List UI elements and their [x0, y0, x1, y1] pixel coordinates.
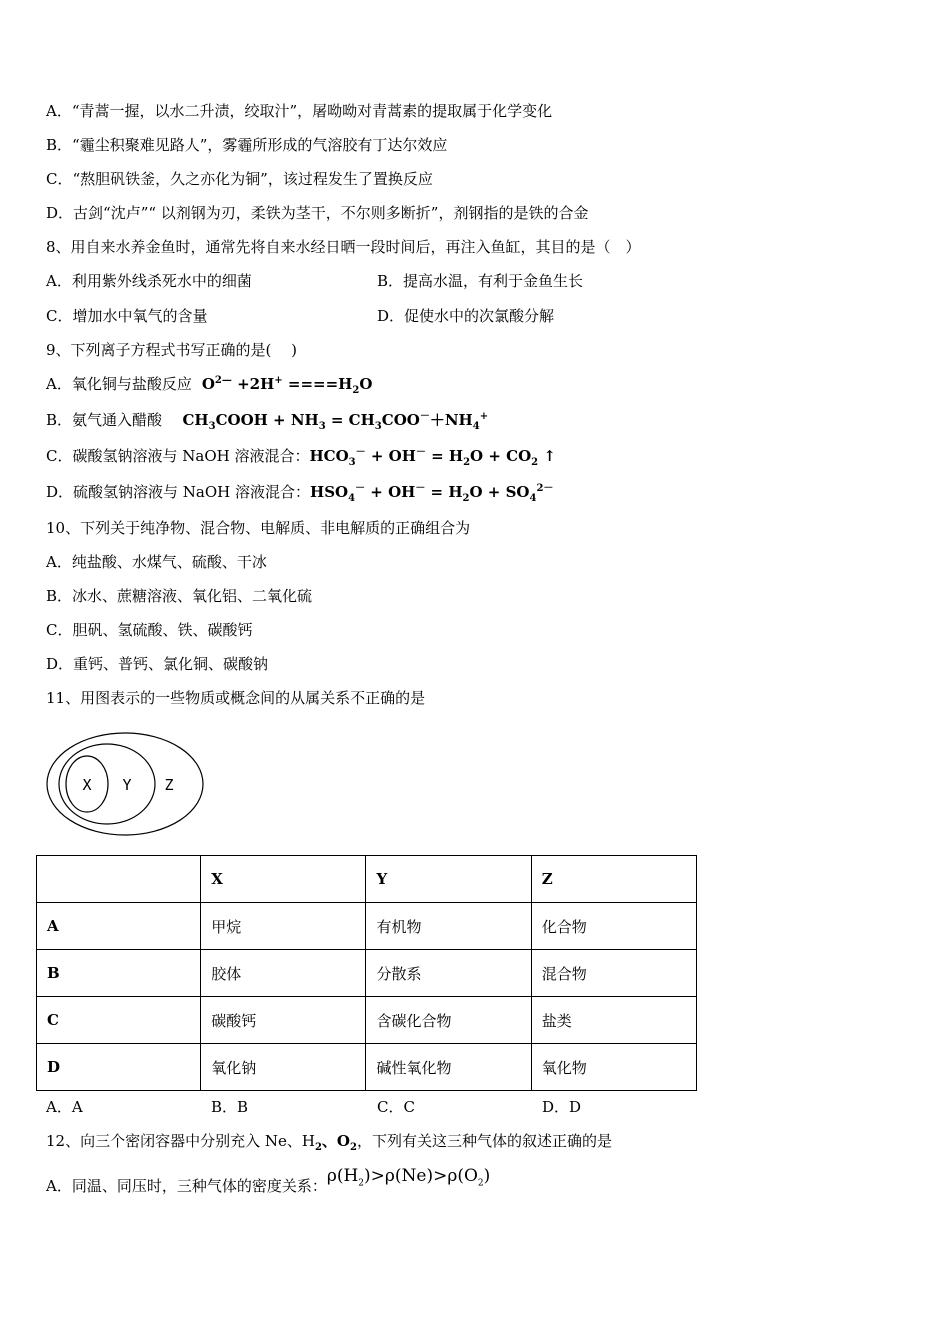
venn-label-z: Z	[164, 776, 174, 794]
q10-option-c: C．胆矾、氢硫酸、铁、碳酸钙	[46, 621, 253, 639]
q9-option-b-text: B．氨气通入醋酸	[46, 411, 163, 429]
q12-stem-suffix: ，下列有关这三种气体的叙述正确的是	[356, 1132, 612, 1150]
table-cell: 有机物	[366, 903, 531, 950]
q9-option-c-equation: $HCO_3^- + OH^- = H_2O + CO_2$ ↑	[309, 447, 556, 468]
table-header-cell: Y	[366, 856, 531, 903]
q9-option-d-equation: $HSO_4^- + OH^- = H_2O + SO_4^{2-}$	[310, 483, 554, 504]
table-row	[37, 1044, 697, 1091]
q9-option-c-text: C．碳酸氢钠溶液与 NaOH 溶液混合：	[46, 447, 310, 465]
q10-option-d: D．重钙、普钙、氯化铜、碳酸钠	[46, 655, 269, 673]
venn-label-x: X	[82, 776, 92, 794]
q11-option-c: C．C	[377, 1098, 415, 1116]
q11-stem: 11、用图表示的一些物质或概念间的从属关系不正确的是	[46, 689, 426, 707]
q7-option-a: A．“青蒿一握，以水二升渍，绞取汁”，屠呦呦对青蒿素的提取属于化学变化	[46, 102, 553, 120]
table-header-cell: X	[201, 856, 366, 903]
table-header-cell: Z	[531, 856, 696, 903]
table-cell: 甲烷	[201, 903, 366, 950]
q12-option-a-text: A．同温、同压时，三种气体的密度关系：	[46, 1177, 327, 1195]
q9-option-b	[46, 410, 488, 430]
q8-option-b: B．提高水温，有利于金鱼生长	[377, 272, 584, 290]
table-cell: 胶体	[201, 950, 366, 997]
q7-option-c: C．“熬胆矾铁釜，久之亦化为铜”，该过程发生了置换反应	[46, 170, 433, 188]
table-cell: 混合物	[531, 950, 696, 997]
table-row	[37, 903, 697, 950]
q11-option-b: B．B	[211, 1098, 249, 1116]
q9-option-b-equation: $CH_3COOH + NH_3 = CH_3COO^-+NH_4^+$	[166, 411, 489, 432]
q9-option-d	[46, 482, 553, 502]
table-cell: 分散系	[366, 950, 531, 997]
q10-option-a: A．纯盐酸、水煤气、硫酸、干冰	[46, 553, 267, 571]
table-cell: D	[37, 1044, 201, 1091]
q11-table	[36, 855, 697, 1091]
q12-density-relation: $\rho(H_2)>\rho(Ne)>\rho(O_2)$	[326, 1166, 491, 1189]
q7-option-d: D．古剑“沈卢”“ 以剂钢为刃，柔铁为茎干，不尔则多断折”，剂钢指的是铁的合金	[46, 204, 589, 222]
venn-middle-ellipse-y	[59, 744, 155, 824]
q7-option-b: B．“霾尘积聚难见路人”，雾霾所形成的气溶胶有丁达尔效应	[46, 136, 448, 154]
q8-stem: 8、用自来水养金鱼时，通常先将自来水经日晒一段时间后，再注入鱼缸，其目的是（ ）	[46, 238, 641, 256]
q8-option-d: D．促使水中的次氯酸分解	[377, 307, 555, 325]
q11-option-d: D．D	[542, 1098, 582, 1116]
q10-stem: 10、下列关于纯净物、混合物、电解质、非电解质的正确组合为	[46, 519, 471, 537]
table-cell: 碱性氧化物	[366, 1044, 531, 1091]
table-header-cell	[37, 856, 201, 903]
venn-label-y: Y	[122, 776, 132, 794]
q12-stem: 12、向三个密闭容器中分别充入 Ne、$H_2$、$O_2$，下列有关这三种气体的叙述正确的是	[46, 1132, 612, 1153]
q9-option-a-equation: $O^{2—} +2H^+ ====H_2O$	[196, 375, 373, 396]
q9-option-c	[46, 446, 556, 466]
q12-option-a	[46, 1166, 491, 1196]
q9-stem: 9、下列离子方程式书写正确的是( )	[46, 341, 298, 359]
table-cell: 氧化钠	[201, 1044, 366, 1091]
table-header-row	[37, 856, 697, 903]
table-cell: B	[37, 950, 201, 997]
q9-option-a	[46, 374, 372, 394]
q10-option-b: B．冰水、蔗糖溶液、氧化铝、二氧化硫	[46, 587, 313, 605]
table-cell: 碳酸钙	[201, 997, 366, 1044]
q8-option-a: A．利用紫外线杀死水中的细菌	[46, 272, 252, 290]
table-cell: C	[37, 997, 201, 1044]
table-row	[37, 997, 697, 1044]
q8-option-c: C．增加水中氧气的含量	[46, 307, 208, 325]
table-row	[37, 950, 697, 997]
q12-stem-prefix: 12、向三个密闭容器中分别充入 Ne、H	[46, 1132, 315, 1150]
table-cell: 盐类	[531, 997, 696, 1044]
venn-diagram	[44, 730, 208, 840]
table-cell: 化合物	[531, 903, 696, 950]
table-cell: 氧化物	[531, 1044, 696, 1091]
q9-option-d-text: D．硫酸氢钠溶液与 NaOH 溶液混合：	[46, 483, 311, 501]
q11-option-a: A．A	[46, 1098, 83, 1116]
q9-option-a-text: A．氧化铜与盐酸反应	[46, 375, 192, 393]
table-cell: A	[37, 903, 201, 950]
table-cell: 含碳化合物	[366, 997, 531, 1044]
